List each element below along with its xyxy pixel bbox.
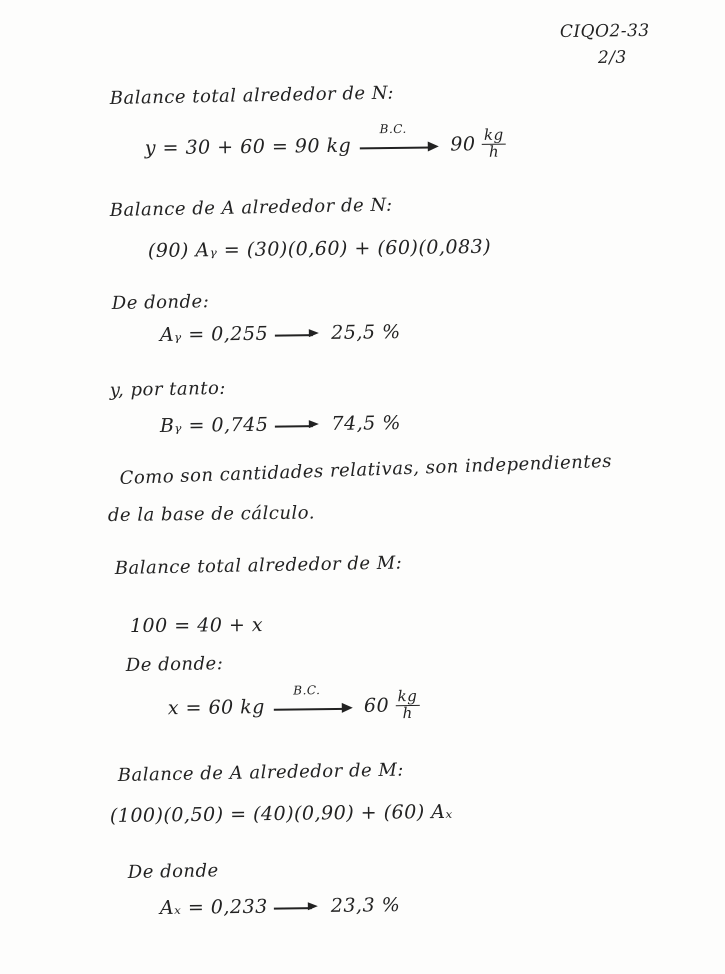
equation-ay-lhs: Aᵧ = 0,255 <box>159 322 269 346</box>
equation-by-rhs: 74,5 % <box>331 412 401 435</box>
implies-arrow-2-shaft <box>275 425 313 427</box>
bc-arrow-2-label: B.C. <box>293 683 321 698</box>
equation-x <box>167 683 420 726</box>
unit-denominator-2: h <box>402 703 413 722</box>
implies-arrow-1-head <box>309 329 319 337</box>
heading-balance-total-m: Balance total alrededor de M: <box>114 552 403 579</box>
equation-a-m: (100)(0,50) = (40)(0,90) + (60) Aₓ <box>109 800 453 827</box>
equation-x-text: x = 60 kg <box>167 696 266 720</box>
unit-fraction-2 <box>396 686 420 722</box>
bc-arrow-2-shaft <box>273 708 345 710</box>
equation-a-n: (90) Aᵧ = (30)(0,60) + (60)(0,083) <box>147 235 492 262</box>
implies-arrow-3 <box>274 900 324 915</box>
equation-by <box>160 412 401 437</box>
heading-de-donde-3: De donde <box>127 860 219 883</box>
implies-arrow-2-head <box>309 420 319 428</box>
equation-total-n-text: y = 30 + 60 = 90 kg <box>144 134 352 160</box>
note-line-1: Como son cantidades relativas, son independientes <box>119 450 613 489</box>
bc-arrow-1-label: B.C. <box>379 122 407 137</box>
bc-arrow-2 <box>271 683 357 718</box>
unit-fraction-1 <box>482 125 506 161</box>
implies-arrow-2 <box>275 418 325 433</box>
equation-by-lhs: Bᵧ = 0,745 <box>159 413 269 437</box>
equation-total-m: 100 = 40 + x <box>129 614 264 637</box>
bc-arrow-1-head <box>428 141 439 151</box>
bc-arrow-2-head <box>341 702 352 712</box>
bc-arrow-1-shaft <box>360 147 432 149</box>
unit-denominator-1: h <box>488 142 500 161</box>
equation-ay-rhs: 25,5 % <box>331 321 401 344</box>
implies-arrow-1-shaft <box>275 334 313 336</box>
equation-ax-rhs: 23,3 % <box>330 894 401 917</box>
unit-numerator-2: kg <box>396 689 420 706</box>
unit-numerator-1: kg <box>482 128 506 145</box>
heading-balance-a-n: Balance de A alrededor de N: <box>109 194 393 221</box>
heading-balance-total-n: Balance total alrededor de N: <box>109 82 395 109</box>
result-total-n: 90 <box>450 133 476 156</box>
result-x: 60 <box>363 694 390 717</box>
heading-balance-a-m: Balance de A alrededor de M: <box>117 759 405 786</box>
implies-arrow-3-head <box>308 902 318 910</box>
document-code: CIQO2-33 <box>559 20 650 42</box>
implies-arrow-3-shaft <box>274 907 312 909</box>
implies-arrow-1 <box>275 327 325 342</box>
equation-ax <box>160 894 401 919</box>
equation-ax-lhs: Aₓ = 0,233 <box>159 895 268 919</box>
heading-y-por-tanto: y, por tanto: <box>109 377 227 401</box>
equation-ay <box>160 321 401 346</box>
heading-de-donde-1: De donde: <box>111 291 210 314</box>
equation-total-n <box>144 122 506 166</box>
note-line-2: de la base de cálculo. <box>107 502 316 526</box>
page-number: 2/3 <box>597 47 627 68</box>
bc-arrow-1 <box>358 122 444 157</box>
heading-de-donde-2: De donde: <box>125 653 224 676</box>
